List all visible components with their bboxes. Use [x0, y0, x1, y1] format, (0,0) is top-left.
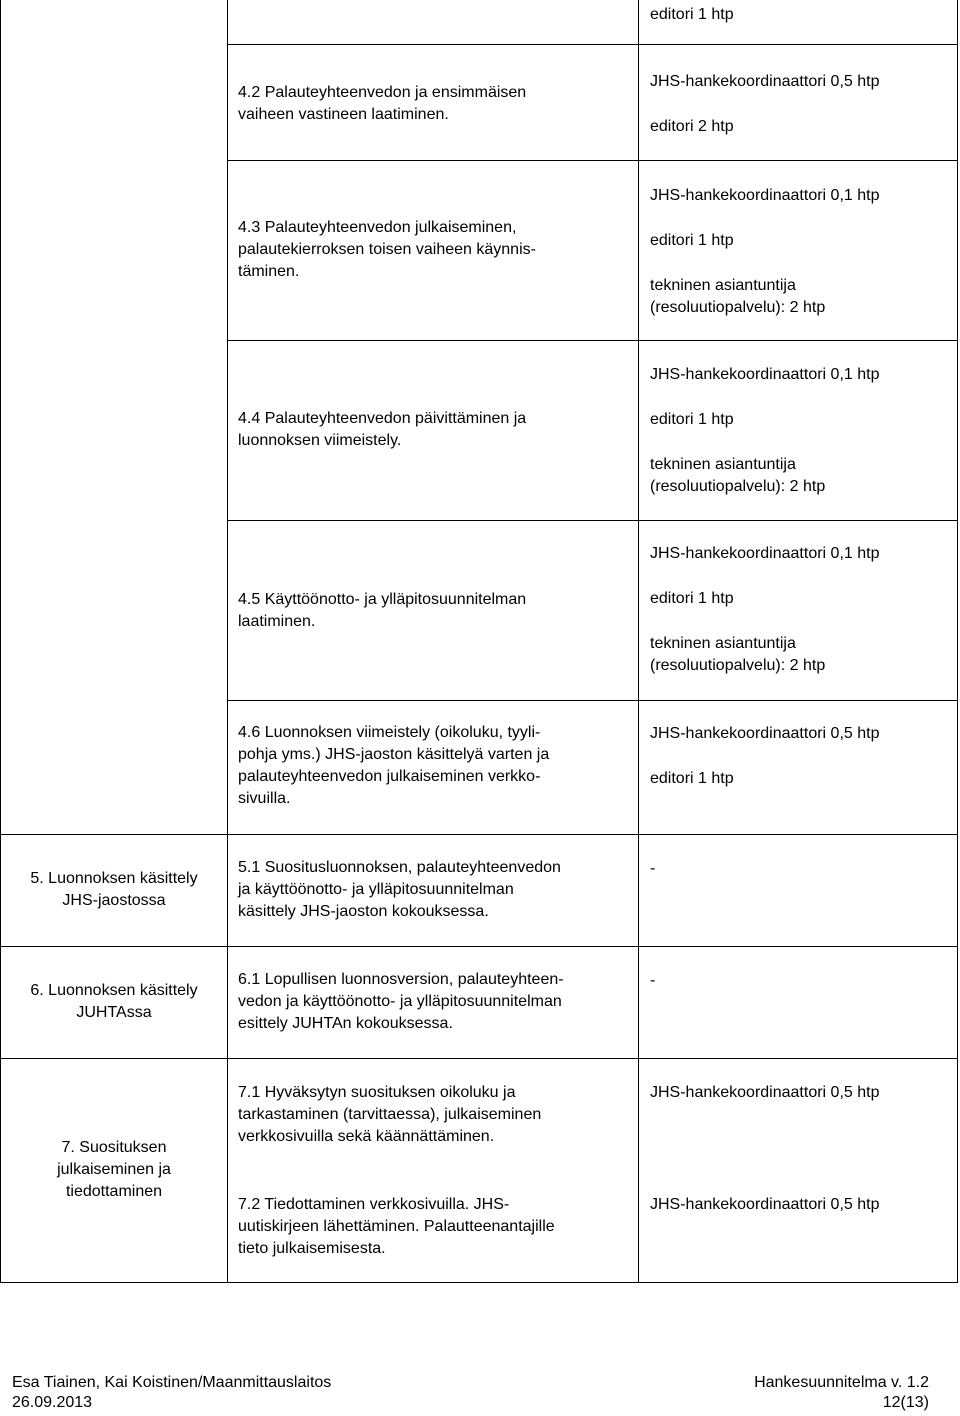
- task-line: 4.3 Palauteyhteenvedon julkaiseminen,: [238, 219, 517, 236]
- task-line: 4.2 Palauteyhteenvedon ja ensimmäisen: [238, 84, 527, 101]
- task-line: käsittely JHS-jaoston kokouksessa.: [238, 903, 489, 920]
- task-line: tieto julkaisemisesta.: [238, 1240, 386, 1257]
- table-border-right: [957, 0, 958, 1283]
- task-line: 4.6 Luonnoksen viimeistely (oikoluku, tyyli-: [238, 724, 541, 741]
- task-line: 5.1 Suositusluonnoksen, palauteyhteenvedon: [238, 859, 561, 876]
- task-line: esittely JUHTAn kokouksessa.: [238, 1015, 453, 1032]
- resource-line: -: [650, 972, 656, 989]
- phase-line: tiedottaminen: [65, 1183, 163, 1200]
- row-separator: [228, 520, 958, 521]
- task-line: 4.4 Palauteyhteenvedon päivittäminen ja: [238, 410, 527, 427]
- task-line: palauteyhteenvedon julkaiseminen verkko-: [238, 768, 541, 785]
- task-line: 7.1 Hyväksytyn suosituksen oikoluku ja: [238, 1084, 516, 1101]
- phase-line: JHS-jaostossa: [62, 892, 166, 909]
- row-separator: [228, 160, 958, 161]
- phase-line: 7. Suosituksen: [61, 1139, 167, 1156]
- resource-line: -: [650, 860, 656, 877]
- resource-line: editori 1 htp: [650, 590, 734, 607]
- resource-line: JHS-hankekoordinaattori 0,5 htp: [650, 1084, 880, 1101]
- resource-line: editori 1 htp: [650, 232, 734, 249]
- resource-line: tekninen asiantuntija: [650, 635, 796, 652]
- phase-line: 5. Luonnoksen käsittely: [30, 870, 198, 887]
- task-line: palautekierroksen toisen vaiheen käynnis-: [238, 241, 536, 258]
- task-line: verkkosivuilla sekä käännättäminen.: [238, 1128, 495, 1145]
- resource-line: JHS-hankekoordinaattori 0,5 htp: [650, 73, 880, 90]
- resource-line: JHS-hankekoordinaattori 0,1 htp: [650, 545, 880, 562]
- task-line: vedon ja käyttöönotto- ja ylläpitosuunnitelman: [238, 993, 562, 1010]
- footer-doc-version: Hankesuunnitelma v. 1.2: [754, 1374, 929, 1391]
- column-divider-phase-upper: [227, 0, 228, 834]
- row-separator: [0, 834, 958, 835]
- resource-line: editori 1 htp: [650, 770, 734, 787]
- resource-line: JHS-hankekoordinaattori 0,5 htp: [650, 725, 880, 742]
- phase-line: JUHTAssa: [76, 1004, 152, 1021]
- task-line: uutiskirjeen lähettäminen. Palautteenantajille: [238, 1218, 555, 1235]
- column-divider-resources: [638, 0, 639, 1283]
- row-separator: [228, 700, 958, 701]
- task-line: tarkastaminen (tarvittaessa), julkaiseminen: [238, 1106, 542, 1123]
- task-line: 6.1 Lopullisen luonnosversion, palauteyhteen-: [238, 971, 564, 988]
- row-separator: [228, 44, 958, 45]
- resource-line: tekninen asiantuntija: [650, 277, 796, 294]
- phase-line: julkaiseminen ja: [57, 1161, 171, 1178]
- task-line: 4.5 Käyttöönotto- ja ylläpitosuunnitelman: [238, 591, 527, 608]
- resource-line: (resoluutiopalvelu): 2 htp: [650, 657, 826, 674]
- task-line: pohja yms.) JHS-jaoston käsittelyä varten ja: [238, 746, 550, 763]
- footer-date: 26.09.2013: [12, 1394, 93, 1411]
- table-border-left: [0, 0, 1, 1283]
- resource-line: JHS-hankekoordinaattori 0,5 htp: [650, 1196, 880, 1213]
- task-line: laatiminen.: [238, 613, 316, 630]
- task-line: 7.2 Tiedottaminen verkkosivuilla. JHS-: [238, 1196, 510, 1213]
- row-separator: [0, 946, 958, 947]
- row-separator: [228, 340, 958, 341]
- task-line: ja käyttöönotto- ja ylläpitosuunnitelman: [238, 881, 514, 898]
- task-line: vaiheen vastineen laatiminen.: [238, 106, 449, 123]
- table-border-bottom: [0, 1282, 958, 1283]
- phase-line: 6. Luonnoksen käsittely: [30, 982, 198, 999]
- resource-line: editori 1 htp: [650, 411, 734, 428]
- resource-line: (resoluutiopalvelu): 2 htp: [650, 478, 826, 495]
- resource-line: editori 2 htp: [650, 118, 734, 135]
- resource-line: editori 1 htp: [650, 6, 734, 23]
- footer-page-number: 12(13): [882, 1394, 929, 1411]
- footer-authors: Esa Tiainen, Kai Koistinen/Maanmittauslaitos: [12, 1374, 332, 1391]
- row-separator: [0, 1058, 958, 1059]
- resource-line: tekninen asiantuntija: [650, 456, 796, 473]
- task-line: täminen.: [238, 263, 300, 280]
- task-line: luonnoksen viimeistely.: [238, 432, 402, 449]
- task-line: sivuilla.: [238, 790, 291, 807]
- resource-line: JHS-hankekoordinaattori 0,1 htp: [650, 366, 880, 383]
- resource-line: JHS-hankekoordinaattori 0,1 htp: [650, 187, 880, 204]
- resource-line: (resoluutiopalvelu): 2 htp: [650, 299, 826, 316]
